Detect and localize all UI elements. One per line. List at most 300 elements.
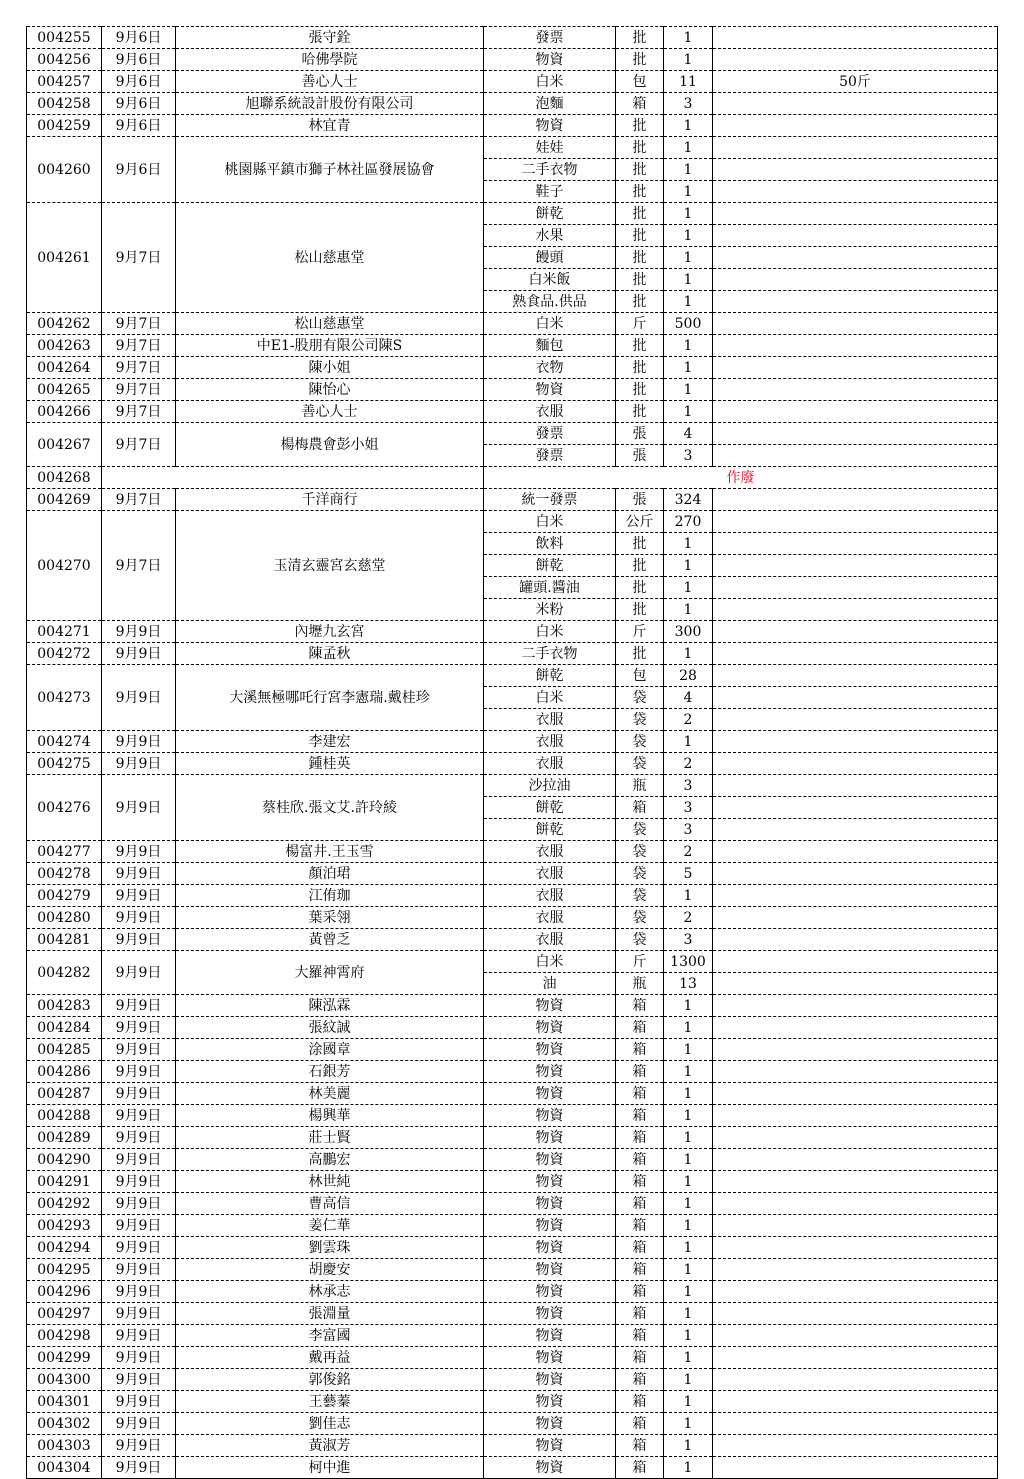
unit-cell: 批 <box>616 247 664 269</box>
note-cell <box>713 1325 998 1347</box>
unit-cell: 箱 <box>616 1017 664 1039</box>
item-name-cell: 統一發票 <box>484 489 616 511</box>
item-name-cell: 二手衣物 <box>484 643 616 665</box>
donor-cell: 鍾桂英 <box>176 753 484 775</box>
item-name-cell: 熟食品.供品 <box>484 291 616 313</box>
table-row <box>27 665 998 687</box>
date-cell: 9月9日 <box>102 841 176 863</box>
unit-cell: 斤 <box>616 313 664 335</box>
record-id-cell: 004272 <box>27 643 102 665</box>
note-cell <box>713 1039 998 1061</box>
table-row <box>27 379 998 401</box>
donor-cell: 葉采翎 <box>176 907 484 929</box>
unit-cell: 箱 <box>616 1149 664 1171</box>
note-cell <box>713 797 998 819</box>
item-name-cell: 油 <box>484 973 616 995</box>
note-cell <box>713 1105 998 1127</box>
unit-cell: 批 <box>616 291 664 313</box>
donor-cell: 松山慈惠堂 <box>176 313 484 335</box>
date-cell: 9月9日 <box>102 863 176 885</box>
date-cell: 9月9日 <box>102 1325 176 1347</box>
note-cell <box>713 1215 998 1237</box>
unit-cell: 包 <box>616 71 664 93</box>
table-row <box>27 1061 998 1083</box>
item-name-cell: 餅乾 <box>484 797 616 819</box>
date-cell: 9月9日 <box>102 1435 176 1457</box>
quantity-cell: 1 <box>664 995 713 1017</box>
item-name-cell: 物資 <box>484 1325 616 1347</box>
note-cell <box>713 1237 998 1259</box>
unit-cell: 箱 <box>616 1083 664 1105</box>
donor-cell: 莊士賢 <box>176 1127 484 1149</box>
note-cell <box>713 1149 998 1171</box>
note-cell <box>713 203 998 225</box>
record-id-cell: 004259 <box>27 115 102 137</box>
record-id-cell: 004276 <box>27 775 102 841</box>
unit-cell: 袋 <box>616 863 664 885</box>
table-row <box>27 951 998 973</box>
item-name-cell: 物資 <box>484 1105 616 1127</box>
note-cell <box>713 1127 998 1149</box>
donor-cell: 郭俊銘 <box>176 1369 484 1391</box>
quantity-cell: 1 <box>664 291 713 313</box>
item-name-cell: 餅乾 <box>484 203 616 225</box>
item-name-cell: 發票 <box>484 445 616 467</box>
item-name-cell: 白米 <box>484 687 616 709</box>
quantity-cell: 3 <box>664 929 713 951</box>
date-cell: 9月9日 <box>102 665 176 731</box>
item-name-cell: 物資 <box>484 1171 616 1193</box>
note-cell <box>713 533 998 555</box>
date-cell: 9月9日 <box>102 1193 176 1215</box>
quantity-cell: 1 <box>664 159 713 181</box>
note-cell <box>713 709 998 731</box>
donor-cell: 張淵量 <box>176 1303 484 1325</box>
record-id-cell: 004293 <box>27 1215 102 1237</box>
donor-cell: 李建宏 <box>176 731 484 753</box>
item-name-cell: 罐頭.醬油 <box>484 577 616 599</box>
record-id-cell: 004266 <box>27 401 102 423</box>
item-name-cell: 物資 <box>484 1413 616 1435</box>
unit-cell: 袋 <box>616 907 664 929</box>
unit-cell: 袋 <box>616 753 664 775</box>
quantity-cell: 4 <box>664 687 713 709</box>
record-id-cell: 004279 <box>27 885 102 907</box>
quantity-cell: 1 <box>664 1127 713 1149</box>
quantity-cell: 1 <box>664 1369 713 1391</box>
unit-cell: 袋 <box>616 709 664 731</box>
table-row <box>27 1435 998 1457</box>
date-cell: 9月9日 <box>102 1303 176 1325</box>
record-id-cell: 004286 <box>27 1061 102 1083</box>
note-cell <box>713 269 998 291</box>
item-name-cell: 物資 <box>484 1435 616 1457</box>
donor-cell: 玉清玄靈宮玄慈堂 <box>176 511 484 621</box>
table-row <box>27 423 998 445</box>
quantity-cell: 4 <box>664 423 713 445</box>
quantity-cell: 1 <box>664 885 713 907</box>
donor-cell: 陳泓霖 <box>176 995 484 1017</box>
note-cell <box>713 489 998 511</box>
quantity-cell: 28 <box>664 665 713 687</box>
table-row <box>27 885 998 907</box>
item-name-cell: 物資 <box>484 115 616 137</box>
unit-cell: 批 <box>616 27 664 49</box>
unit-cell: 箱 <box>616 1105 664 1127</box>
record-id-cell: 004289 <box>27 1127 102 1149</box>
note-cell <box>713 1347 998 1369</box>
item-name-cell: 麵包 <box>484 335 616 357</box>
note-cell <box>713 1391 998 1413</box>
note-cell <box>713 335 998 357</box>
date-cell: 9月9日 <box>102 907 176 929</box>
record-id-cell: 004297 <box>27 1303 102 1325</box>
unit-cell: 批 <box>616 533 664 555</box>
item-name-cell: 物資 <box>484 1193 616 1215</box>
record-id-cell: 004255 <box>27 27 102 49</box>
note-cell <box>713 973 998 995</box>
item-name-cell: 餅乾 <box>484 665 616 687</box>
void-status-cell: 作廢 <box>484 467 998 489</box>
unit-cell: 箱 <box>616 1061 664 1083</box>
donor-cell: 黃曾乏 <box>176 929 484 951</box>
quantity-cell: 1 <box>664 1325 713 1347</box>
unit-cell: 袋 <box>616 731 664 753</box>
unit-cell: 箱 <box>616 1303 664 1325</box>
date-cell: 9月7日 <box>102 357 176 379</box>
donor-cell: 楊富井.王玉雪 <box>176 841 484 863</box>
note-cell <box>713 49 998 71</box>
donor-cell: 涂國章 <box>176 1039 484 1061</box>
note-cell <box>713 357 998 379</box>
record-id-cell: 004299 <box>27 1347 102 1369</box>
quantity-cell: 1 <box>664 225 713 247</box>
date-cell: 9月9日 <box>102 1237 176 1259</box>
table-row <box>27 137 998 159</box>
note-cell <box>713 1017 998 1039</box>
item-name-cell: 餅乾 <box>484 819 616 841</box>
note-cell <box>713 643 998 665</box>
table-body <box>27 27 998 1479</box>
note-cell <box>713 313 998 335</box>
table-row <box>27 995 998 1017</box>
date-cell: 9月9日 <box>102 1171 176 1193</box>
date-cell: 9月9日 <box>102 753 176 775</box>
item-name-cell: 白米 <box>484 951 616 973</box>
item-name-cell: 飲料 <box>484 533 616 555</box>
date-cell: 9月9日 <box>102 1369 176 1391</box>
date-cell: 9月9日 <box>102 1039 176 1061</box>
donor-cell: 大羅神霄府 <box>176 951 484 995</box>
date-cell: 9月9日 <box>102 1413 176 1435</box>
record-id-cell: 004258 <box>27 93 102 115</box>
quantity-cell: 1 <box>664 27 713 49</box>
table-row <box>27 401 998 423</box>
quantity-cell: 1 <box>664 533 713 555</box>
record-id-cell: 004291 <box>27 1171 102 1193</box>
unit-cell: 批 <box>616 159 664 181</box>
record-id-cell: 004275 <box>27 753 102 775</box>
table-row <box>27 1193 998 1215</box>
record-id-cell: 004287 <box>27 1083 102 1105</box>
record-id-cell: 004265 <box>27 379 102 401</box>
date-cell: 9月9日 <box>102 775 176 841</box>
quantity-cell: 1 <box>664 1215 713 1237</box>
donor-cell: 張守銓 <box>176 27 484 49</box>
date-cell: 9月7日 <box>102 511 176 621</box>
donor-cell: 松山慈惠堂 <box>176 203 484 313</box>
table-row <box>27 71 998 93</box>
note-cell <box>713 137 998 159</box>
unit-cell: 張 <box>616 445 664 467</box>
date-cell: 9月6日 <box>102 93 176 115</box>
table-row <box>27 335 998 357</box>
quantity-cell: 1 <box>664 1281 713 1303</box>
unit-cell: 箱 <box>616 797 664 819</box>
donor-cell: 曹高信 <box>176 1193 484 1215</box>
note-cell <box>713 511 998 533</box>
quantity-cell: 1 <box>664 49 713 71</box>
donor-cell: 戴再益 <box>176 1347 484 1369</box>
item-name-cell: 水果 <box>484 225 616 247</box>
quantity-cell: 2 <box>664 841 713 863</box>
date-cell: 9月9日 <box>102 1017 176 1039</box>
note-cell <box>713 181 998 203</box>
unit-cell: 批 <box>616 643 664 665</box>
donor-cell: 劉佳志 <box>176 1413 484 1435</box>
donor-cell: 陳孟秋 <box>176 643 484 665</box>
item-name-cell: 白米 <box>484 511 616 533</box>
record-id-cell: 004271 <box>27 621 102 643</box>
quantity-cell: 270 <box>664 511 713 533</box>
unit-cell: 公斤 <box>616 511 664 533</box>
unit-cell: 箱 <box>616 1369 664 1391</box>
note-cell <box>713 907 998 929</box>
table-row <box>27 1347 998 1369</box>
record-id-cell: 004262 <box>27 313 102 335</box>
note-cell: 50斤 <box>713 71 998 93</box>
donor-cell: 大溪無極哪吒行宮李憲瑞.戴桂珍 <box>176 665 484 731</box>
note-cell <box>713 291 998 313</box>
unit-cell: 瓶 <box>616 775 664 797</box>
unit-cell: 批 <box>616 357 664 379</box>
unit-cell: 箱 <box>616 1193 664 1215</box>
unit-cell: 箱 <box>616 995 664 1017</box>
record-id-cell: 004300 <box>27 1369 102 1391</box>
date-cell: 9月7日 <box>102 313 176 335</box>
table-row <box>27 511 998 533</box>
quantity-cell: 1 <box>664 1149 713 1171</box>
item-name-cell: 物資 <box>484 1369 616 1391</box>
table-row <box>27 1171 998 1193</box>
donor-cell: 柯中進 <box>176 1457 484 1479</box>
quantity-cell: 1 <box>664 1039 713 1061</box>
record-id-cell: 004282 <box>27 951 102 995</box>
unit-cell: 批 <box>616 401 664 423</box>
note-cell <box>713 555 998 577</box>
date-cell: 9月9日 <box>102 1215 176 1237</box>
quantity-cell: 1 <box>664 357 713 379</box>
unit-cell: 批 <box>616 599 664 621</box>
item-name-cell: 白米飯 <box>484 269 616 291</box>
table-row <box>27 27 998 49</box>
note-cell <box>713 841 998 863</box>
donor-cell: 旭聯系統設計股份有限公司 <box>176 93 484 115</box>
unit-cell: 箱 <box>616 1457 664 1479</box>
note-cell <box>713 621 998 643</box>
quantity-cell: 3 <box>664 797 713 819</box>
quantity-cell: 2 <box>664 753 713 775</box>
note-cell <box>713 863 998 885</box>
record-id-cell: 004296 <box>27 1281 102 1303</box>
unit-cell: 批 <box>616 49 664 71</box>
record-id-cell: 004277 <box>27 841 102 863</box>
item-name-cell: 物資 <box>484 1017 616 1039</box>
quantity-cell: 1 <box>664 643 713 665</box>
note-cell <box>713 819 998 841</box>
record-id-cell: 004301 <box>27 1391 102 1413</box>
donor-cell: 顏泊珺 <box>176 863 484 885</box>
item-name-cell: 衣服 <box>484 709 616 731</box>
unit-cell: 箱 <box>616 1127 664 1149</box>
donor-cell: 楊興華 <box>176 1105 484 1127</box>
record-id-cell: 004256 <box>27 49 102 71</box>
item-name-cell: 衣服 <box>484 731 616 753</box>
note-cell <box>713 225 998 247</box>
item-name-cell: 鞋子 <box>484 181 616 203</box>
item-name-cell: 物資 <box>484 1391 616 1413</box>
donor-cell: 陳小姐 <box>176 357 484 379</box>
date-cell: 9月9日 <box>102 1061 176 1083</box>
note-cell <box>713 951 998 973</box>
donor-cell: 高鵬宏 <box>176 1149 484 1171</box>
date-cell: 9月9日 <box>102 885 176 907</box>
record-id-cell: 004263 <box>27 335 102 357</box>
note-cell <box>713 885 998 907</box>
record-id-cell: 004303 <box>27 1435 102 1457</box>
quantity-cell: 1300 <box>664 951 713 973</box>
table-row <box>27 753 998 775</box>
unit-cell: 箱 <box>616 1259 664 1281</box>
donor-cell: 李富國 <box>176 1325 484 1347</box>
record-id-cell: 004261 <box>27 203 102 313</box>
note-cell <box>713 731 998 753</box>
quantity-cell: 1 <box>664 577 713 599</box>
date-cell: 9月9日 <box>102 1347 176 1369</box>
table-row <box>27 1127 998 1149</box>
item-name-cell: 物資 <box>484 1303 616 1325</box>
unit-cell: 批 <box>616 225 664 247</box>
quantity-cell: 1 <box>664 555 713 577</box>
quantity-cell: 1 <box>664 115 713 137</box>
item-name-cell: 衣服 <box>484 885 616 907</box>
donor-cell: 林宜青 <box>176 115 484 137</box>
date-cell: 9月7日 <box>102 401 176 423</box>
table-row <box>27 929 998 951</box>
quantity-cell: 324 <box>664 489 713 511</box>
quantity-cell: 1 <box>664 1435 713 1457</box>
note-cell <box>713 1457 998 1479</box>
table-row <box>27 1413 998 1435</box>
date-cell: 9月9日 <box>102 1457 176 1479</box>
record-id-cell: 004274 <box>27 731 102 753</box>
date-cell: 9月9日 <box>102 1083 176 1105</box>
unit-cell: 張 <box>616 423 664 445</box>
note-cell <box>713 665 998 687</box>
quantity-cell: 1 <box>664 731 713 753</box>
record-id-cell: 004295 <box>27 1259 102 1281</box>
table-row <box>27 489 998 511</box>
record-id-cell: 004285 <box>27 1039 102 1061</box>
item-name-cell: 白米 <box>484 621 616 643</box>
unit-cell: 批 <box>616 181 664 203</box>
item-name-cell: 物資 <box>484 1149 616 1171</box>
quantity-cell: 11 <box>664 71 713 93</box>
date-cell: 9月7日 <box>102 489 176 511</box>
record-id-cell: 004273 <box>27 665 102 731</box>
item-name-cell: 物資 <box>484 1281 616 1303</box>
date-cell: 9月9日 <box>102 1281 176 1303</box>
item-name-cell: 物資 <box>484 995 616 1017</box>
note-cell <box>713 1259 998 1281</box>
table-row <box>27 621 998 643</box>
quantity-cell: 1 <box>664 181 713 203</box>
donor-cell: 黃淑芳 <box>176 1435 484 1457</box>
unit-cell: 瓶 <box>616 973 664 995</box>
quantity-cell: 1 <box>664 599 713 621</box>
record-id-cell: 004288 <box>27 1105 102 1127</box>
unit-cell: 批 <box>616 115 664 137</box>
unit-cell: 箱 <box>616 93 664 115</box>
quantity-cell: 3 <box>664 93 713 115</box>
record-id-cell: 004269 <box>27 489 102 511</box>
note-cell <box>713 93 998 115</box>
note-cell <box>713 1413 998 1435</box>
table-row <box>27 907 998 929</box>
note-cell <box>713 995 998 1017</box>
table-row <box>27 863 998 885</box>
item-name-cell: 二手衣物 <box>484 159 616 181</box>
note-cell <box>713 1061 998 1083</box>
record-id-cell: 004283 <box>27 995 102 1017</box>
donor-cell: 張紋誠 <box>176 1017 484 1039</box>
note-cell <box>713 687 998 709</box>
date-cell: 9月9日 <box>102 951 176 995</box>
donor-cell: 千洋商行 <box>176 489 484 511</box>
item-name-cell: 沙拉油 <box>484 775 616 797</box>
donor-cell: 江侑珈 <box>176 885 484 907</box>
donor-cell: 哈佛學院 <box>176 49 484 71</box>
table-row <box>27 1325 998 1347</box>
item-name-cell: 白米 <box>484 71 616 93</box>
note-cell <box>713 1369 998 1391</box>
record-id-cell: 004257 <box>27 71 102 93</box>
item-name-cell: 衣服 <box>484 907 616 929</box>
date-cell: 9月6日 <box>102 71 176 93</box>
item-name-cell: 衣物 <box>484 357 616 379</box>
item-name-cell: 物資 <box>484 49 616 71</box>
unit-cell: 箱 <box>616 1391 664 1413</box>
quantity-cell: 3 <box>664 775 713 797</box>
date-cell: 9月6日 <box>102 115 176 137</box>
quantity-cell: 1 <box>664 1017 713 1039</box>
quantity-cell: 1 <box>664 1457 713 1479</box>
item-name-cell: 發票 <box>484 27 616 49</box>
unit-cell: 箱 <box>616 1215 664 1237</box>
quantity-cell: 1 <box>664 1193 713 1215</box>
item-name-cell: 物資 <box>484 379 616 401</box>
quantity-cell: 1 <box>664 1303 713 1325</box>
